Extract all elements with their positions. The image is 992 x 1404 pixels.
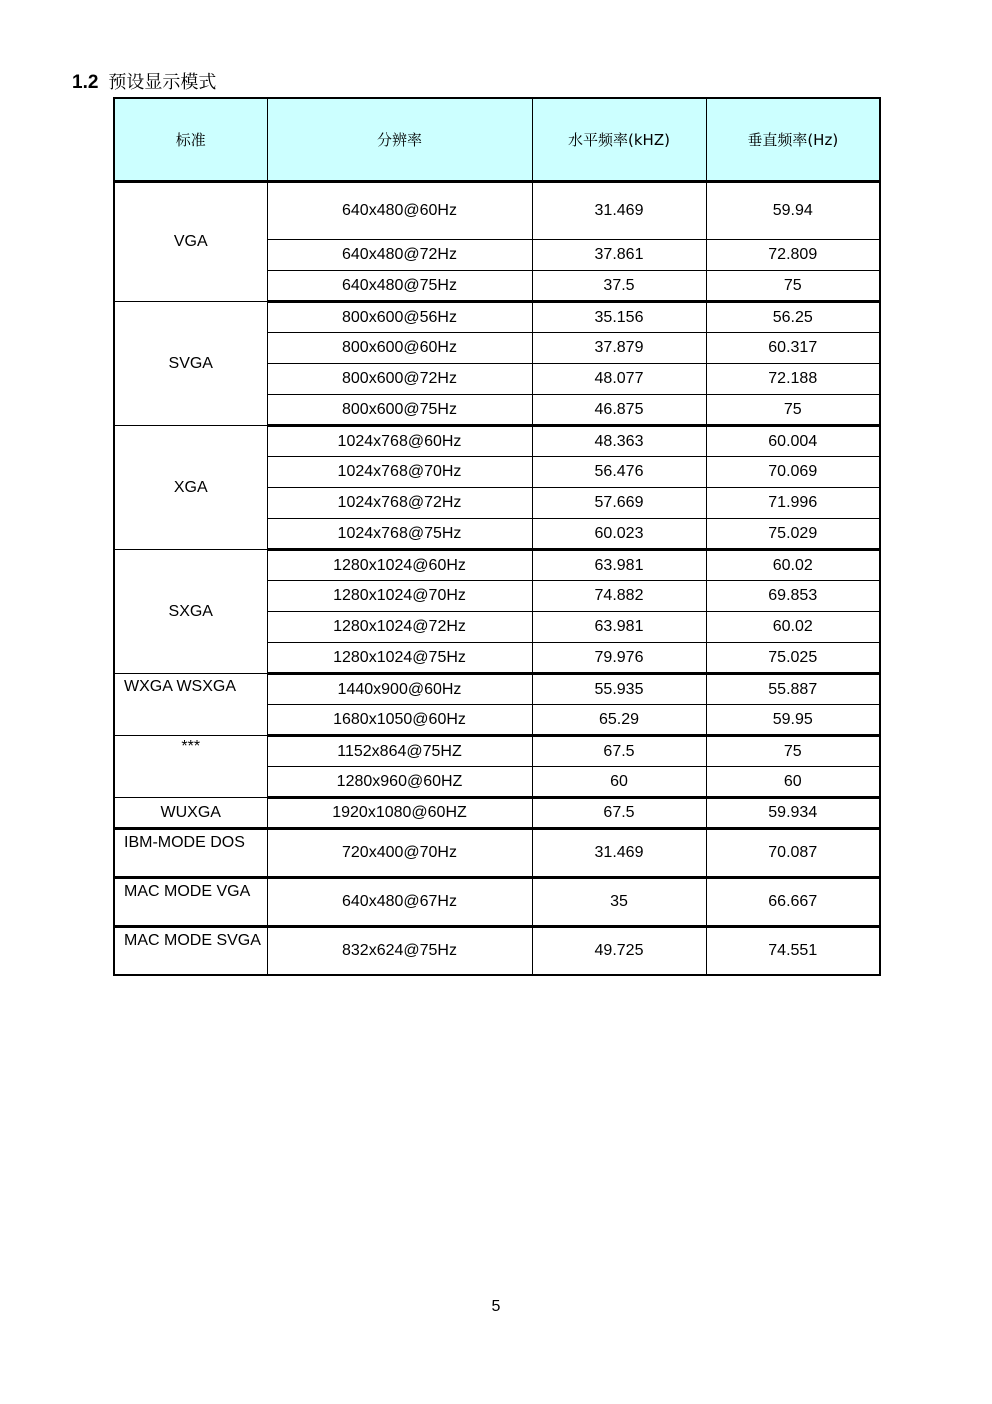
resolution-cell: 1280x960@60HZ (267, 767, 532, 798)
vfreq-cell: 70.087 (706, 829, 880, 878)
hfreq-cell: 35.156 (532, 302, 706, 333)
standard-cell: IBM-MODE DOS (114, 829, 267, 878)
standard-cell: XGA (114, 426, 267, 550)
resolution-cell: 640x480@67Hz (267, 878, 532, 927)
hfreq-cell: 74.882 (532, 581, 706, 612)
header-resolution: 分辨率 (267, 98, 532, 182)
resolution-cell: 1280x1024@60Hz (267, 550, 532, 581)
hfreq-cell: 48.363 (532, 426, 706, 457)
vfreq-cell: 60.02 (706, 550, 880, 581)
standard-cell: MAC MODE VGA (114, 878, 267, 927)
vfreq-cell: 56.25 (706, 302, 880, 333)
vfreq-cell: 75 (706, 395, 880, 426)
vfreq-cell: 59.934 (706, 798, 880, 829)
resolution-cell: 1280x1024@70Hz (267, 581, 532, 612)
resolution-cell: 800x600@75Hz (267, 395, 532, 426)
vfreq-cell: 59.95 (706, 705, 880, 736)
standard-cell: VGA (114, 182, 267, 302)
hfreq-cell: 60 (532, 767, 706, 798)
hfreq-cell: 63.981 (532, 550, 706, 581)
vfreq-cell: 71.996 (706, 488, 880, 519)
hfreq-cell: 65.29 (532, 705, 706, 736)
section-heading (72, 71, 216, 95)
vfreq-cell: 60 (706, 767, 880, 798)
resolution-cell: 640x480@75Hz (267, 271, 532, 302)
hfreq-cell: 35 (532, 878, 706, 927)
table-row (114, 550, 880, 581)
hfreq-cell: 67.5 (532, 798, 706, 829)
table-row (114, 736, 880, 767)
section-title: 预设显示模式 (108, 72, 217, 93)
resolution-cell: 800x600@60Hz (267, 333, 532, 364)
table-row (114, 927, 880, 975)
page-number: 5 (491, 1298, 501, 1315)
header-horizontal-frequency: 水平频率(kHZ) (532, 98, 706, 182)
table-row (114, 798, 880, 829)
hfreq-cell: 63.981 (532, 612, 706, 643)
resolution-cell: 1440x900@60Hz (267, 674, 532, 705)
hfreq-cell: 46.875 (532, 395, 706, 426)
vfreq-cell: 60.004 (706, 426, 880, 457)
vfreq-cell: 74.551 (706, 927, 880, 975)
table-row (114, 182, 880, 240)
resolution-cell: 1024x768@75Hz (267, 519, 532, 550)
hfreq-cell: 79.976 (532, 643, 706, 674)
vfreq-cell: 59.94 (706, 182, 880, 240)
hfreq-cell: 31.469 (532, 182, 706, 240)
resolution-cell: 1280x1024@72Hz (267, 612, 532, 643)
resolution-cell: 832x624@75Hz (267, 927, 532, 975)
hfreq-cell: 55.935 (532, 674, 706, 705)
resolution-cell: 800x600@72Hz (267, 364, 532, 395)
resolution-cell: 720x400@70Hz (267, 829, 532, 878)
resolution-cell: 640x480@72Hz (267, 240, 532, 271)
hfreq-cell: 49.725 (532, 927, 706, 975)
standard-cell: WXGA WSXGA (114, 674, 267, 736)
resolution-cell: 1024x768@72Hz (267, 488, 532, 519)
section-number: 1.2 (72, 72, 99, 93)
hfreq-cell: 37.879 (532, 333, 706, 364)
hfreq-cell: 60.023 (532, 519, 706, 550)
standard-cell: SVGA (114, 302, 267, 426)
vfreq-cell: 72.809 (706, 240, 880, 271)
standard-cell: WUXGA (114, 798, 267, 829)
table-row (114, 878, 880, 927)
vfreq-cell: 70.069 (706, 457, 880, 488)
hfreq-cell: 57.669 (532, 488, 706, 519)
hfreq-cell: 37.861 (532, 240, 706, 271)
vfreq-cell: 69.853 (706, 581, 880, 612)
vfreq-cell: 75.029 (706, 519, 880, 550)
resolution-cell: 800x600@56Hz (267, 302, 532, 333)
vfreq-cell: 75 (706, 736, 880, 767)
resolution-cell: 1280x1024@75Hz (267, 643, 532, 674)
table-row (114, 829, 880, 878)
vfreq-cell: 66.667 (706, 878, 880, 927)
hfreq-cell: 67.5 (532, 736, 706, 767)
vfreq-cell: 72.188 (706, 364, 880, 395)
table-header-row (114, 98, 880, 182)
header-standard: 标准 (114, 98, 267, 182)
hfreq-cell: 48.077 (532, 364, 706, 395)
table-row (114, 302, 880, 333)
table-row (114, 426, 880, 457)
hfreq-cell: 37.5 (532, 271, 706, 302)
vfreq-cell: 75 (706, 271, 880, 302)
resolution-cell: 1024x768@60Hz (267, 426, 532, 457)
standard-cell: SXGA (114, 550, 267, 674)
standard-cell: MAC MODE SVGA (114, 927, 267, 975)
vfreq-cell: 60.02 (706, 612, 880, 643)
resolution-cell: 1152x864@75HZ (267, 736, 532, 767)
hfreq-cell: 31.469 (532, 829, 706, 878)
standard-cell: *** (114, 736, 267, 798)
vfreq-cell: 60.317 (706, 333, 880, 364)
preset-modes-table (113, 97, 881, 976)
hfreq-cell: 56.476 (532, 457, 706, 488)
resolution-cell: 1920x1080@60HZ (267, 798, 532, 829)
resolution-cell: 1680x1050@60Hz (267, 705, 532, 736)
header-vertical-frequency: 垂直频率(Hz) (706, 98, 880, 182)
vfreq-cell: 55.887 (706, 674, 880, 705)
table-row (114, 674, 880, 705)
resolution-cell: 1024x768@70Hz (267, 457, 532, 488)
resolution-cell: 640x480@60Hz (267, 182, 532, 240)
vfreq-cell: 75.025 (706, 643, 880, 674)
